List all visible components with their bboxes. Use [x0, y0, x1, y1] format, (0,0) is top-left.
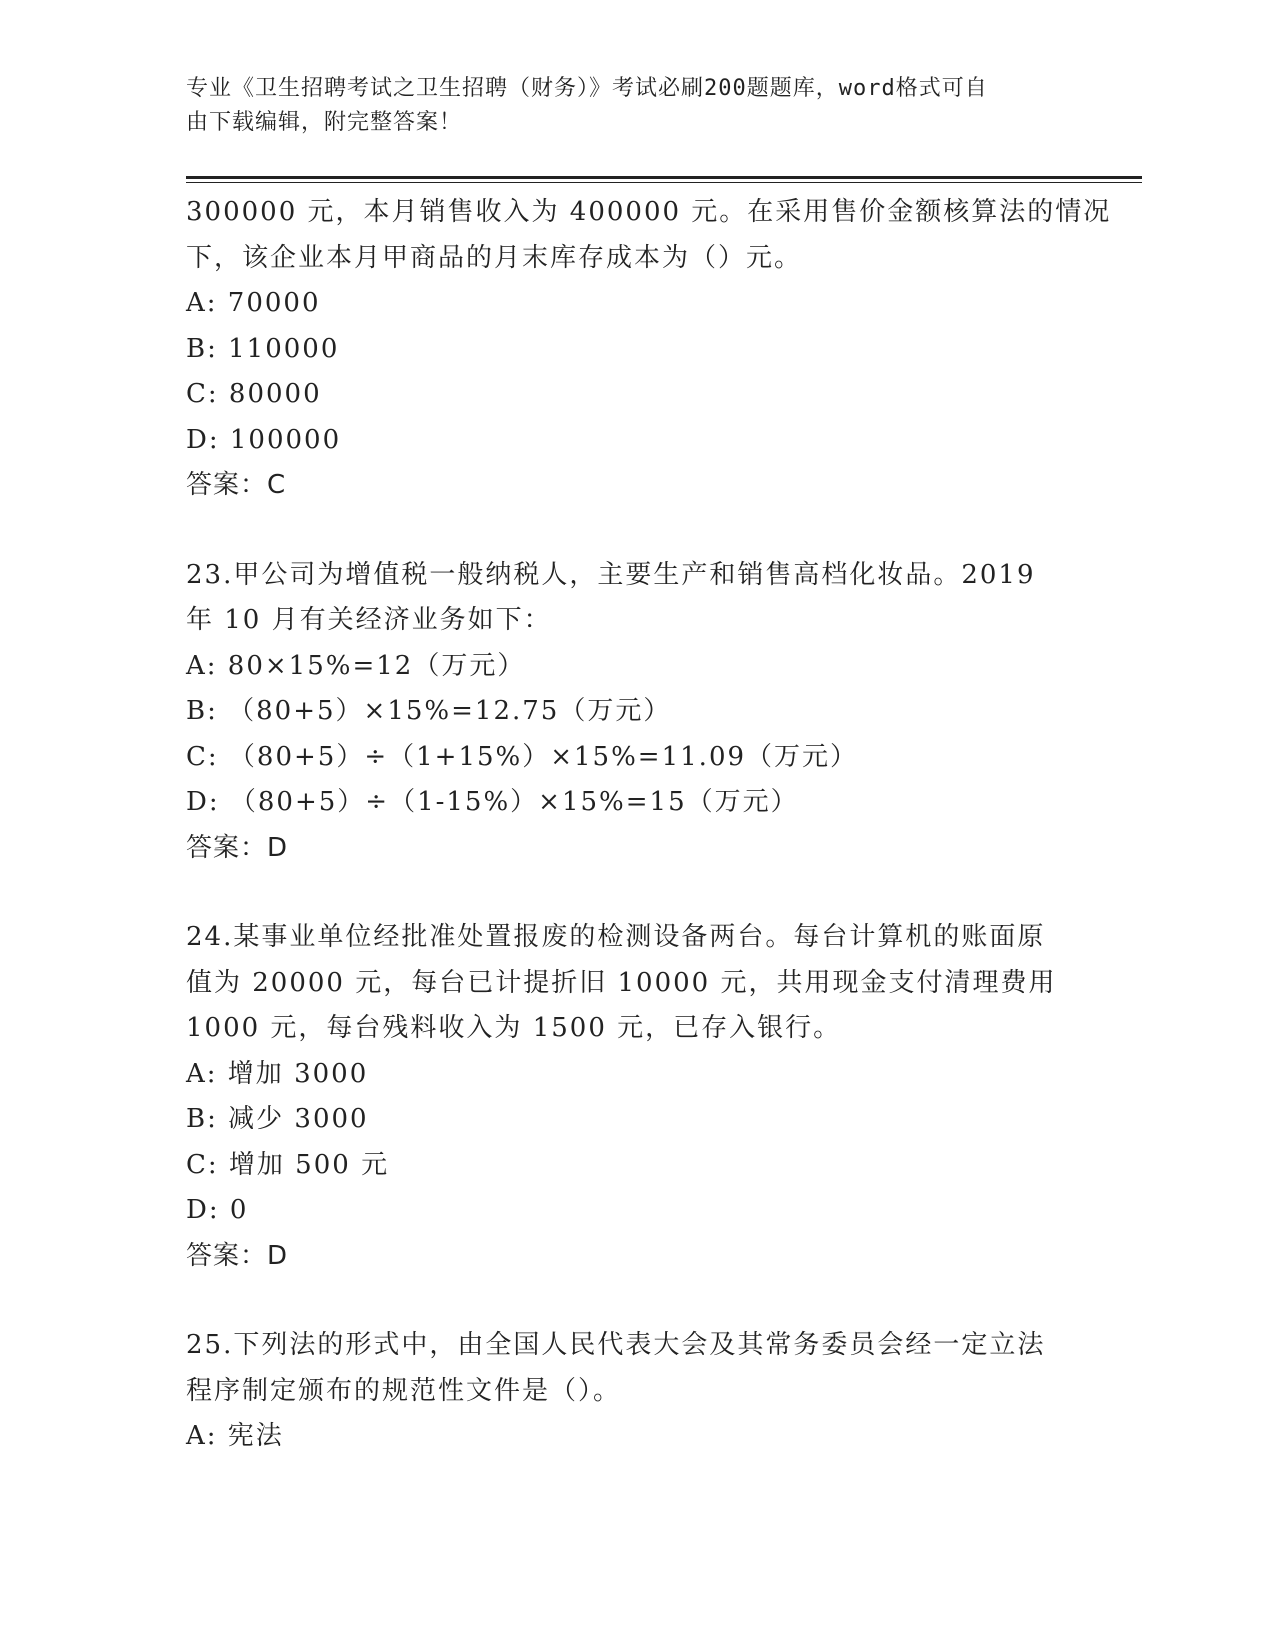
option-c: C: 增加 500 元 [186, 1149, 390, 1180]
question-stem-line: 下，该企业本月甲商品的月末库存成本为（）元。 [186, 242, 803, 273]
document-header [186, 72, 1066, 140]
question-24 [186, 915, 1086, 1279]
option-b: B: 减少 3000 [186, 1104, 369, 1134]
question-22 [186, 190, 1112, 509]
document-body [186, 190, 1112, 1460]
option-b: B: 110000 [186, 333, 340, 364]
question-23 [186, 553, 1086, 872]
option-c: C: （80+5）÷（1+15%）×15%=11.09（万元） [186, 741, 859, 772]
question-stem-line: 值为 20000 元，每台已计提折旧 10000 元，共用现金支付清理费用 [186, 967, 1057, 998]
option-c: C: 80000 [186, 379, 322, 409]
question-stem-line: 年 10 月有关经济业务如下： [186, 605, 552, 635]
answer-line: 答案：C [186, 470, 287, 500]
option-a: A: 增加 3000 [186, 1058, 369, 1089]
question-stem-line: 300000 元，本月销售收入为 400000 元。在采用售价金额核算法的情况 [186, 197, 1112, 227]
question-stem-line: 24.某事业单位经批准处置报废的检测设备两台。每台计算机的账面原 [186, 922, 1046, 952]
question-stem-line: 程序制定颁布的规范性文件是（）。 [186, 1375, 622, 1406]
option-d: D: 100000 [186, 424, 342, 455]
header-divider-thin [186, 182, 1142, 183]
header-divider-thick [186, 176, 1142, 179]
option-d: D: （80+5）÷（1-15%）×15%=15（万元） [186, 787, 799, 817]
option-a: A: 80×15%=12（万元） [186, 650, 526, 681]
option-d: D: 0 [186, 1195, 249, 1225]
answer-line: 答案：D [186, 832, 289, 863]
answer-line: 答案：D [186, 1240, 289, 1271]
question-stem-line: 25.下列法的形式中，由全国人民代表大会及其常务委员会经一定立法 [186, 1330, 1046, 1360]
question-stem-line: 23.甲公司为增值税一般纳税人，主要生产和销售高档化妆品。2019 [186, 559, 1036, 590]
option-b: B: （80+5）×15%=12.75（万元） [186, 696, 672, 726]
question-stem-line: 1000 元，每台残料收入为 1500 元，已存入银行。 [186, 1013, 842, 1043]
header-line-2: 由下载编辑，附完整答案！ [186, 110, 463, 135]
option-a: A: 70000 [186, 288, 321, 318]
header-line-1: 专业《卫生招聘考试之卫生招聘（财务）》考试必刷200题题库，word格式可自 [186, 76, 988, 101]
question-25 [186, 1323, 1086, 1460]
option-a: A: 宪法 [186, 1421, 284, 1451]
